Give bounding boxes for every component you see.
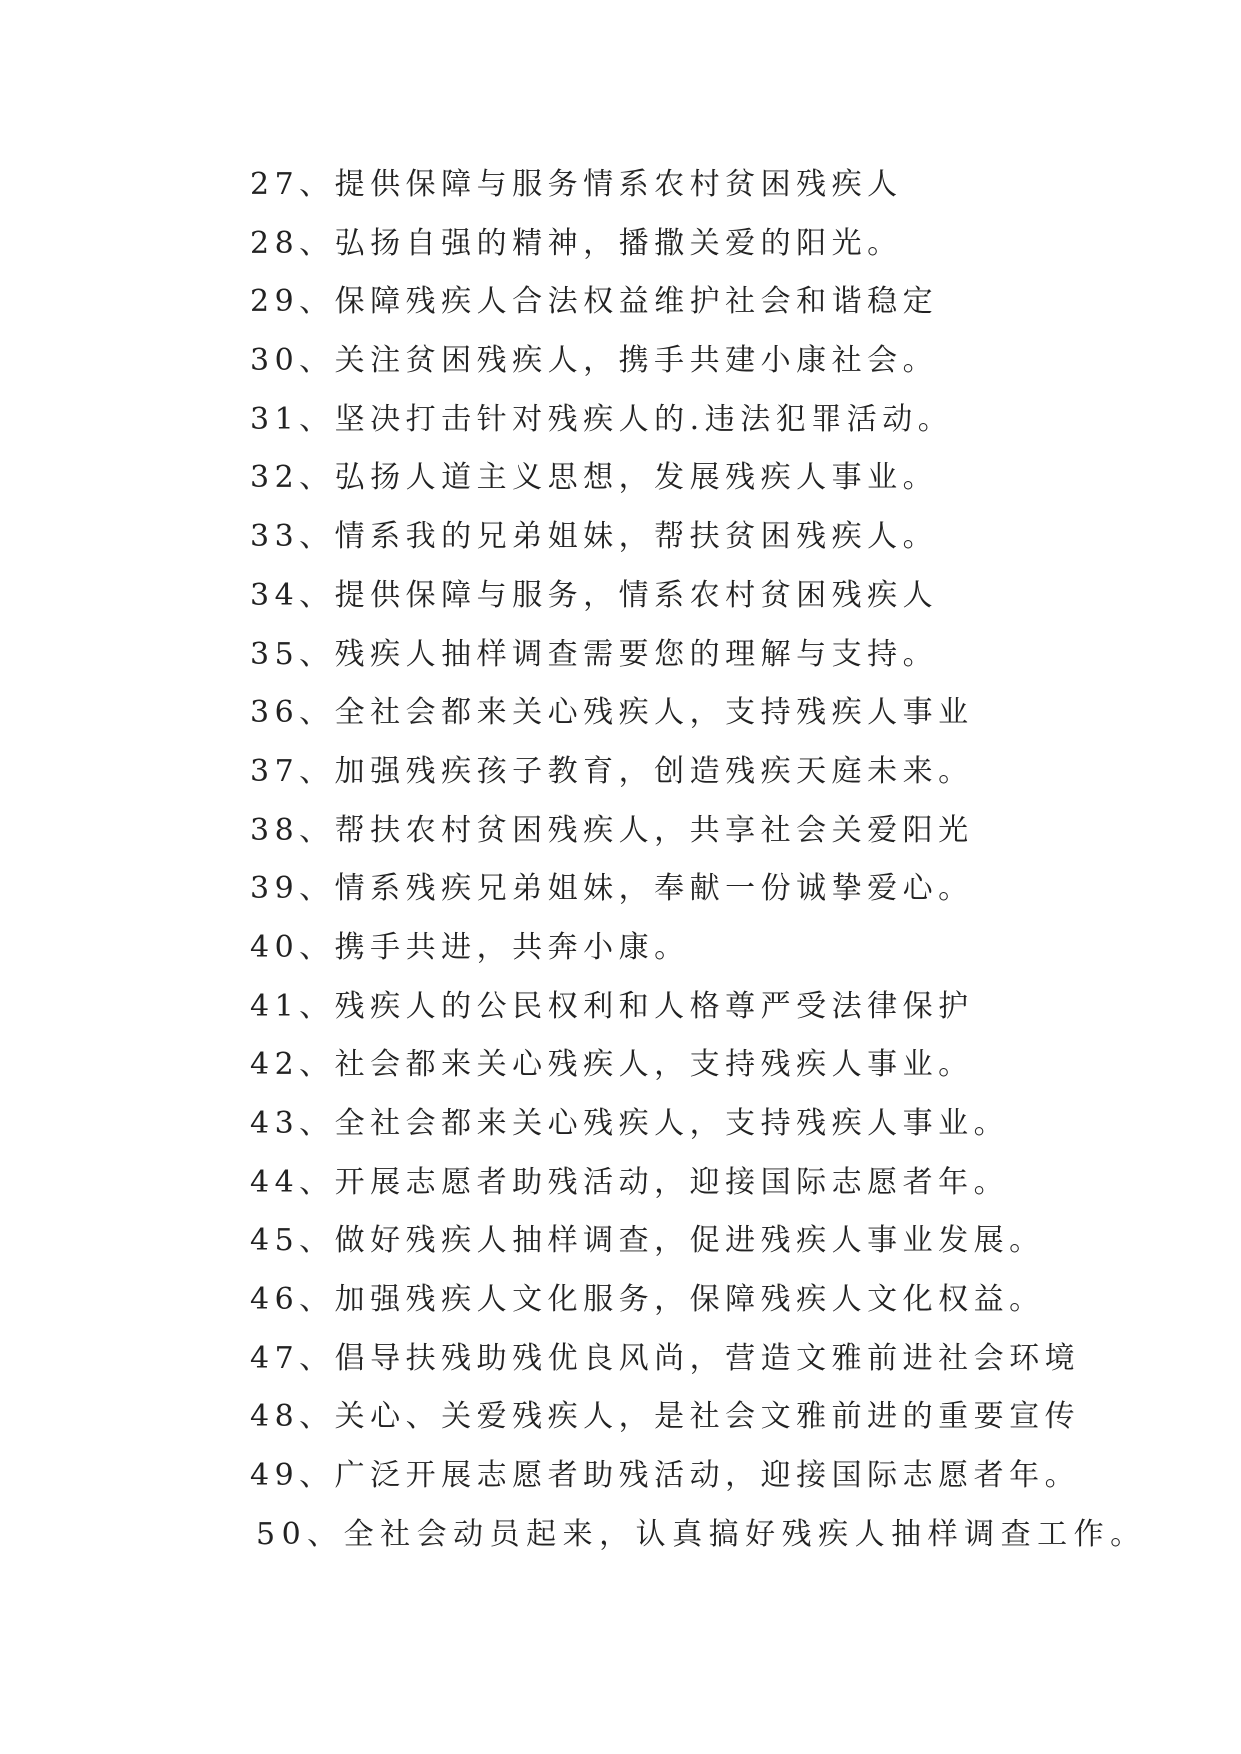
slogan-line: 36、全社会都来关心残疾人，支持残疾人事业 (250, 695, 974, 731)
slogan-line: 43、全社会都来关心残疾人，支持残疾人事业。 (250, 1106, 1010, 1141)
slogan-line: 28、弘扬自强的精神，播撒关爱的阳光。 (250, 225, 903, 261)
slogan-list (250, 156, 1150, 1565)
slogan-line: 29、保障残疾人合法权益维护社会和谐稳定 (250, 284, 939, 320)
slogan-line: 30、关注贫困残疾人，携手共建小康社会。 (250, 343, 939, 379)
slogan-line: 42、社会都来关心残疾人，支持残疾人事业。 (250, 1047, 974, 1083)
slogan-line: 48、关心、关爱残疾人，是社会文雅前进的重要宣传 (250, 1399, 1081, 1435)
slogan-line: 41、残疾人的公民权利和人格尊严受法律保护 (250, 988, 974, 1024)
slogan-line: 33、情系我的兄弟姐妹，帮扶贫困残疾人。 (250, 519, 939, 555)
slogan-line: 49、广泛开展志愿者助残活动，迎接国际志愿者年。 (250, 1458, 1081, 1494)
slogan-line: 35、残疾人抽样调查需要您的理解与支持。 (250, 636, 939, 672)
slogan-line: 50、全社会动员起来，认真搞好残疾人抽样调查工作。 (256, 1516, 1147, 1552)
slogan-line: 39、情系残疾兄弟姐妹，奉献一份诚挚爱心。 (250, 871, 974, 907)
slogan-line: 32、弘扬人道主义思想，发展残疾人事业。 (250, 460, 939, 496)
slogan-line: 45、做好残疾人抽样调查，促进残疾人事业发展。 (250, 1223, 1045, 1259)
slogan-line: 27、提供保障与服务情系农村贫困残疾人 (250, 167, 903, 202)
slogan-line: 40、携手共进，共奔小康。 (250, 929, 690, 965)
slogan-line: 31、坚决打击针对残疾人的.违法犯罪活动。 (250, 401, 954, 437)
slogan-line: 47、倡导扶残助残优良风尚，营造文雅前进社会环境 (250, 1340, 1081, 1376)
slogan-line: 44、开展志愿者助残活动，迎接国际志愿者年。 (250, 1164, 1010, 1200)
slogan-line: 38、帮扶农村贫困残疾人，共享社会关爱阳光 (250, 812, 974, 848)
slogan-line: 37、加强残疾孩子教育，创造残疾天庭未来。 (250, 753, 974, 789)
slogan-line: 34、提供保障与服务，情系农村贫困残疾人 (250, 577, 939, 613)
slogan-line: 46、加强残疾人文化服务，保障残疾人文化权益。 (250, 1282, 1045, 1318)
